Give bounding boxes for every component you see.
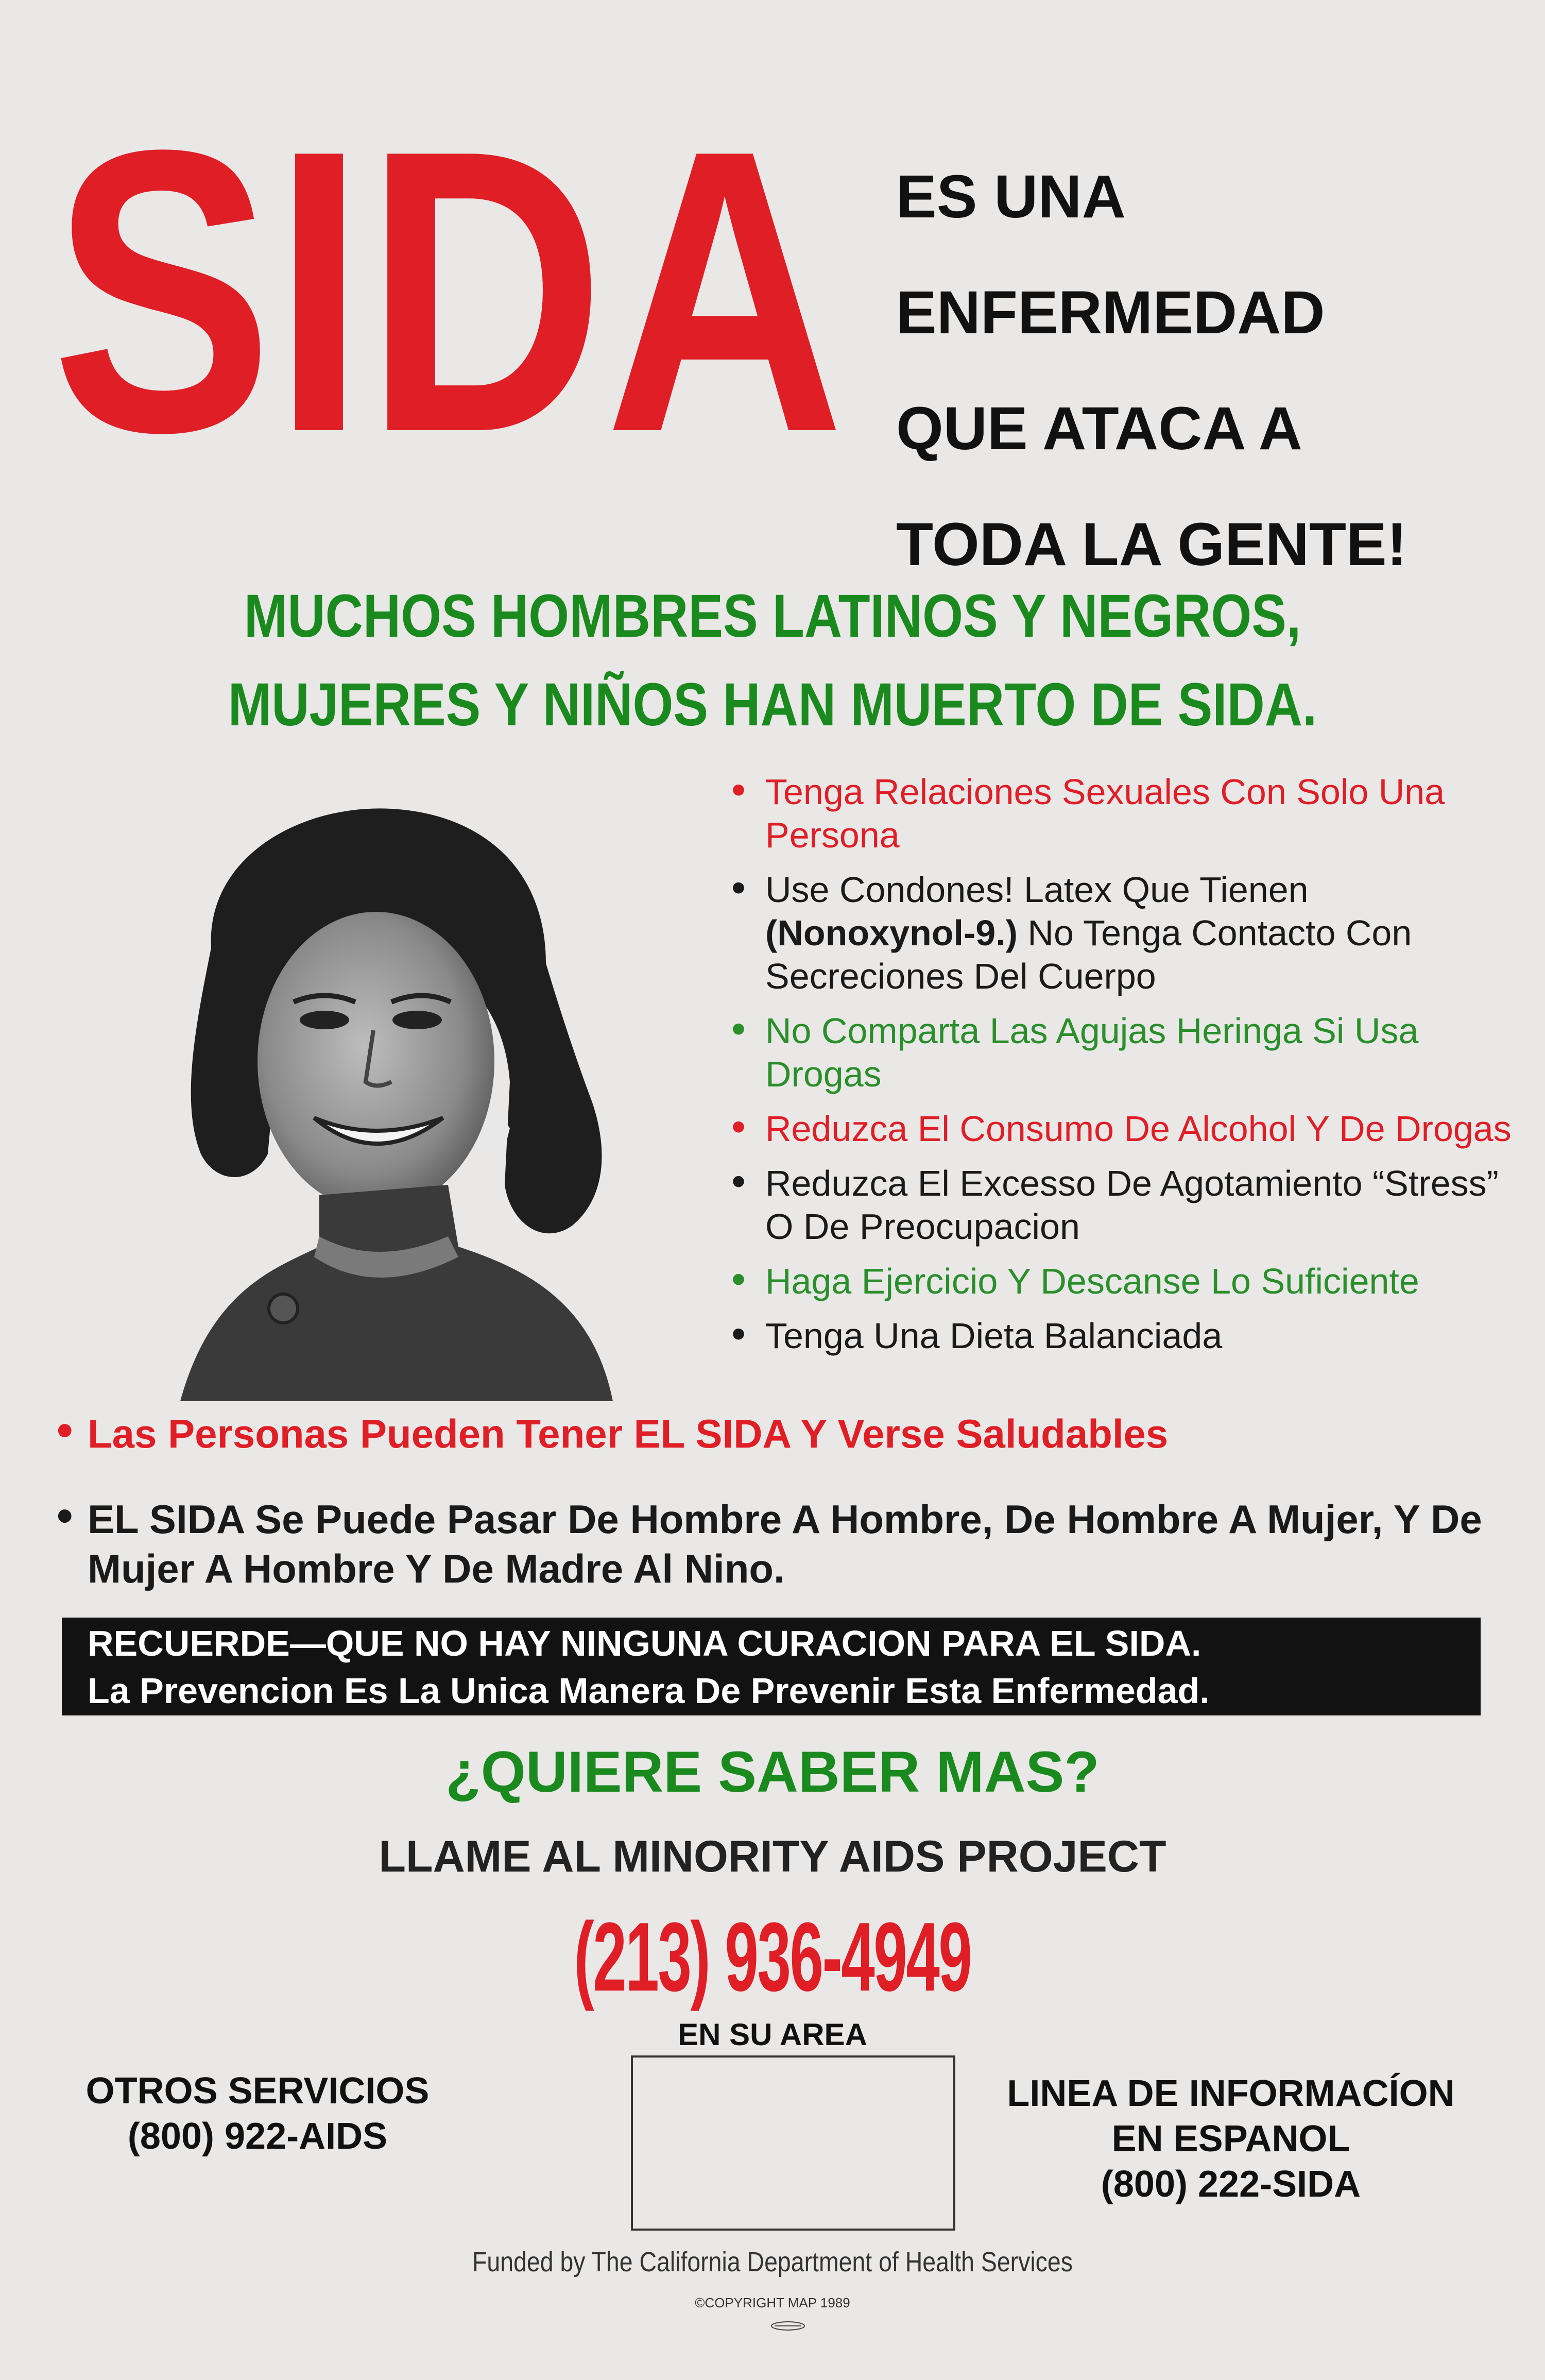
list-item: • No Comparta Las Agujas Heringa Si Usa Drogas (731, 1006, 1419, 1094)
bullet-icon: • (731, 1311, 746, 1356)
list-item: • Tenga Relaciones Sexuales Con Solo Una Persona (731, 767, 1445, 855)
list-item: • Reduzca El Consumo De Alcohol Y De Drogas (731, 1103, 1512, 1149)
bullet-icon: • (731, 864, 746, 910)
green-heading-line: MUJERES Y NIÑOS HAN MUERTO DE SIDA. (228, 671, 1317, 739)
bullet-icon: • (731, 1158, 746, 1204)
statement-transmission: • EL SIDA Se Puede Pasar De Hombre A Hombre, De Hombre A Mujer, Y De Mujer A Hombre Y De Madre Al Nino. (57, 1490, 1482, 1591)
tagline-line: ES UNA (896, 163, 1126, 231)
reminder-banner (62, 1618, 1481, 1715)
sida-word: SIDA (52, 129, 845, 448)
green-heading (108, 572, 1437, 749)
key-statements (57, 1405, 1509, 1593)
bullet-icon: • (731, 1256, 746, 1302)
statement-healthy: • Las Personas Pueden Tener EL SIDA Y Verse Saludables (57, 1405, 1169, 1456)
banner-line: La Prevencion Es La Unica Manera De Prevenir Esta Enfermedad. (88, 1671, 1210, 1711)
local-info-box (631, 2055, 955, 2231)
spanish-line-subtitle: EN ESPANOL (1111, 2118, 1350, 2160)
spanish-line-phone: (800) 222-SIDA (1101, 2164, 1361, 2205)
bullet-icon: • (731, 1006, 746, 1051)
call-instruction: LLAME AL MINORITY AIDS PROJECT (379, 1832, 1166, 1881)
bullet-icon: • (57, 1405, 73, 1456)
list-item: • Haga Ejercicio Y Descanse Lo Suficiente (731, 1256, 1419, 1302)
bullet-icon: • (57, 1490, 73, 1542)
other-services (57, 2068, 458, 2159)
sida-headline (52, 129, 855, 448)
list-item: • Use Condones! Latex Que Tienen (Nonoxynol-9.) No Tenga Contacto Con Secreciones Del Cuerpo (731, 864, 1412, 996)
banner-line: RECUERDE—QUE NO HAY NINGUNA CURACION PARA EL SIDA. (88, 1623, 1201, 1663)
tagline-line: TODA LA GENTE! (896, 511, 1407, 579)
area-label: EN SU AREA (678, 2017, 867, 2052)
list-item: • Tenga Una Dieta Balanciada (731, 1311, 1223, 1356)
other-services-title: OTROS SERVICIOS (85, 2070, 430, 2112)
list-item: • Reduzca El Excesso De Agotamiento “Stress” O De Preocupacion (731, 1158, 1499, 1247)
question-heading: ¿QUIERE SABER MAS? (445, 1740, 1100, 1804)
tagline-line: ENFERMEDAD (896, 279, 1325, 347)
prevention-tips-list (731, 767, 1514, 1369)
project-phone-number: (213) 936-4949 (574, 1902, 971, 2012)
spanish-line-title: LINEA DE INFORMACÍON (1007, 2073, 1455, 2114)
spanish-info-line (968, 2071, 1494, 2207)
union-bug-icon (770, 2321, 806, 2331)
funding-credit: Funded by The California Department of Health Services (472, 2247, 1073, 2277)
copyright-notice: ©COPYRIGHT MAP 1989 (695, 2295, 850, 2310)
tagline-line: QUE ATACA A (896, 395, 1302, 463)
bullet-icon: • (731, 767, 746, 812)
other-services-phone: (800) 922-AIDS (127, 2116, 388, 2157)
headline-tagline (896, 139, 1407, 603)
bullet-icon: • (731, 1103, 746, 1149)
woman-portrait-photo (149, 793, 644, 1401)
green-heading-line: MUCHOS HOMBRES LATINOS Y NEGROS, (244, 582, 1301, 650)
